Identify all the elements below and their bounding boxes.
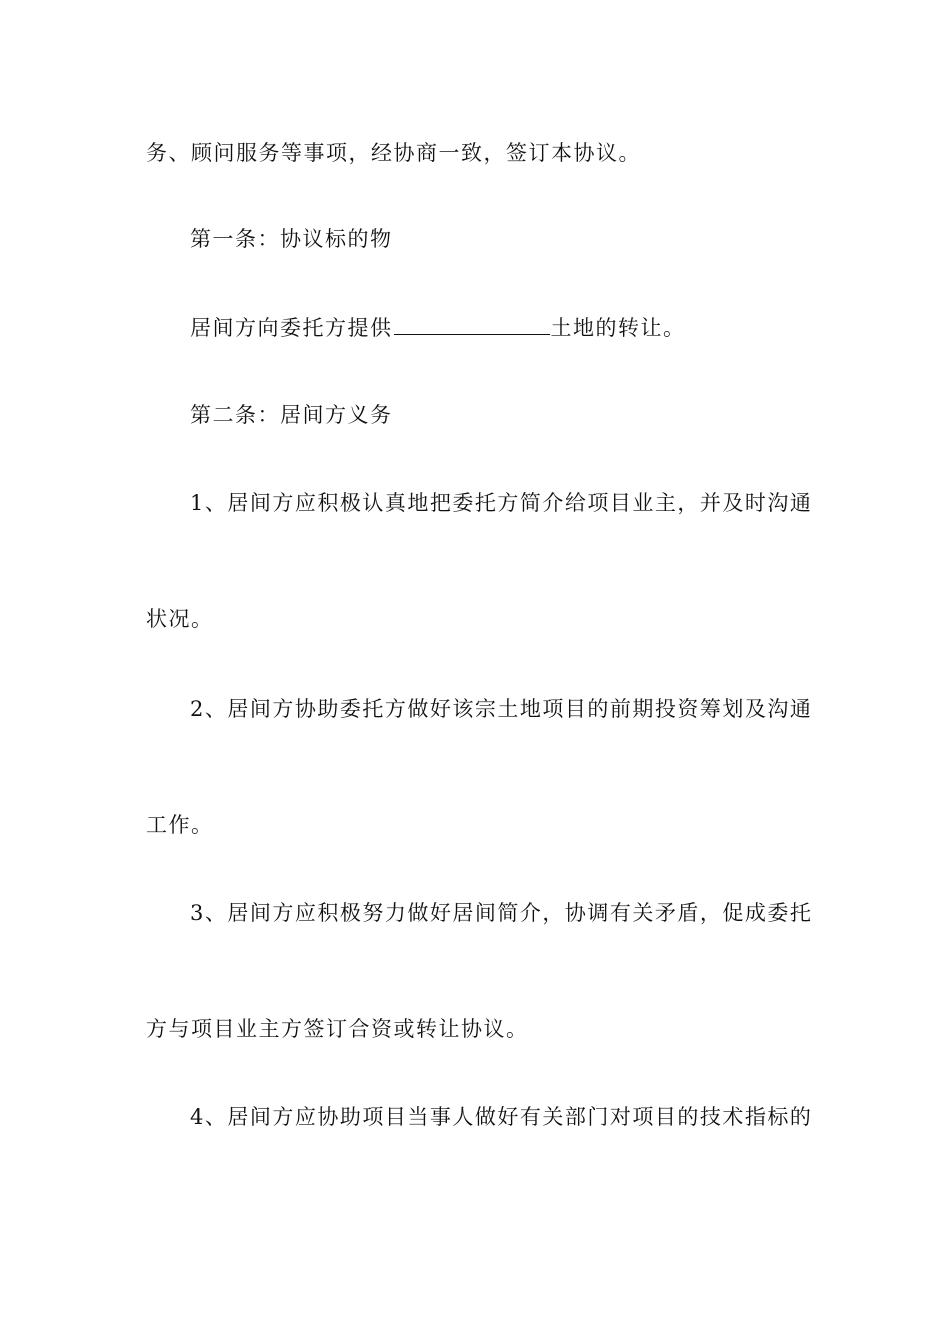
clause-1-line-1: 1、居间方应积极认真地把委托方简介给项目业主，并及时沟通: [190, 491, 813, 515]
article-1-text-part-2: 土地的转让。: [550, 316, 686, 340]
fill-in-blank: [394, 314, 550, 335]
article-1-text-part-1: 居间方向委托方提供: [190, 316, 393, 340]
clause-1-line-2: 状况。: [146, 607, 214, 631]
clause-2-line-2: 工作。: [146, 813, 214, 837]
article-2-heading: 第二条：居间方义务: [190, 403, 393, 427]
clause-2-line-1: 2、居间方协助委托方做好该宗土地项目的前期投资筹划及沟通: [190, 697, 813, 721]
clause-4-line-1: 4、居间方应协助项目当事人做好有关部门对项目的技术指标的: [190, 1105, 813, 1129]
clause-3-line-1: 3、居间方应积极努力做好居间简介，协调有关矛盾，促成委托: [190, 901, 813, 925]
article-1-heading: 第一条：协议标的物: [190, 227, 393, 251]
paragraph-continuation: 务、顾问服务等事项，经协商一致，签订本协议。: [146, 141, 641, 165]
clause-3-line-2: 方与项目业主方签订合资或转让协议。: [146, 1017, 529, 1041]
article-1-text: [190, 314, 686, 341]
